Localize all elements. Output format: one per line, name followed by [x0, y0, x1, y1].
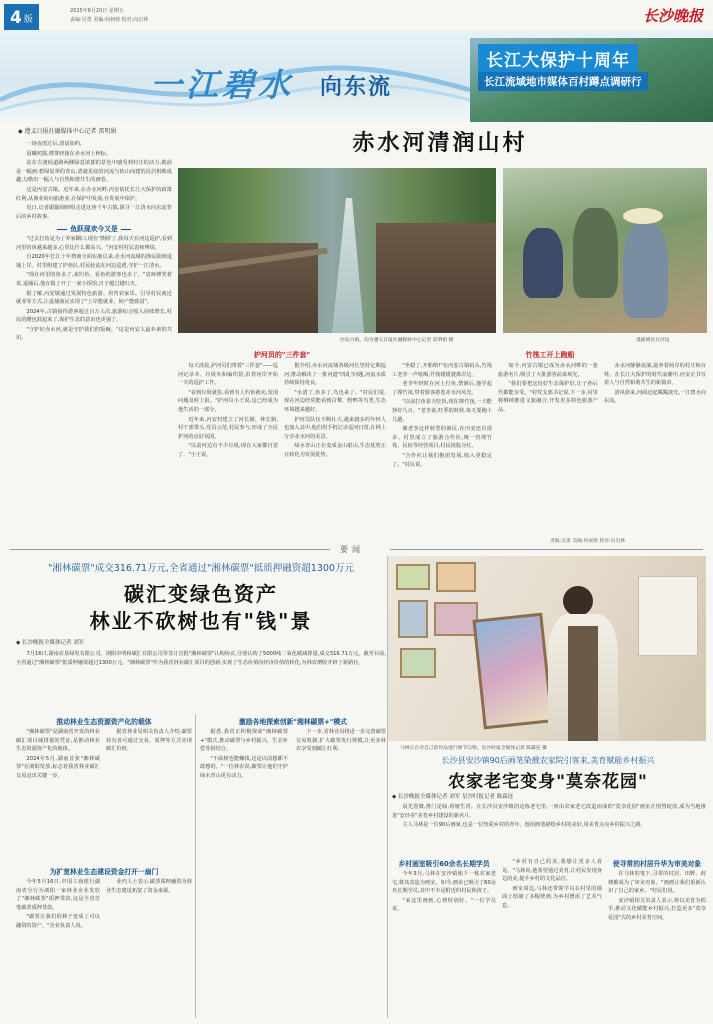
story2-column-4: [106, 878, 192, 1018]
paragraph: 清风徐来,河面泛起粼粼波光,一江碧水向东流。: [604, 389, 706, 405]
paragraph: 据省林业局相关负责人介绍,碳票持有者可通过交易、质押等方式实现碳汇价值。: [106, 729, 192, 753]
photo-cliff-right: [376, 223, 496, 333]
person-figure: [523, 228, 563, 298]
fishermen-photo: [503, 168, 707, 333]
paragraph: 据悉,我省正积极探索"湘林碳票+"模式,推动碳票与乡村振兴、生态补偿等相结合。: [200, 729, 288, 753]
paragraph: 今年5月16日,中国工商银行湖南省分行为浏阳一家林业企业发放了"湘林碳票"质押贷款,这是全省首笔碳票质押贷款。: [16, 879, 100, 911]
section-label: 要闻: [340, 545, 364, 554]
window-light: [638, 576, 698, 656]
paragraph: 站在古渡码道路两侧绿意浓郁的景色中感受到村庄的活力,眼前是一幅画:碧绿复翠的青山,清澈见底的河流与依山而建的民居相映成趣,勾勒出一幅人与自然和谐共生的画卷。: [16, 160, 172, 184]
painting-frame: [398, 600, 428, 638]
paragraph: 这是丙安古镇。近年来,在赤水河畔,丙安依托长江大保护的政策红利,从渔业转向旅游业,在保护中发展,在发展中保护。: [16, 186, 172, 202]
paragraph: 近日,记者跟随调研组走进这座千年古镇,探寻一江清水向东流背后的乡村故事。: [16, 205, 172, 220]
paragraph: 主人马林是一位90后画家,也是一位热爱乡村的青年。他用画笔描绘乡村的美好,用美育点亮乡村振兴之路。: [402, 822, 646, 829]
story2-lead: [16, 650, 386, 700]
story3-byline: ◆ 长沙晚报全媒体记者 刘军 星沙时报记者 陈霖连: [392, 794, 514, 800]
story2-kicker: "湘林碳票"成交316.71万元,全省通过"湘林碳票"抵质押融资超1300万元: [48, 563, 354, 574]
story3-headline: 农家老宅变身"莫奈花园": [448, 772, 648, 792]
story2-column-5: [200, 728, 288, 1018]
photo3-caption: 马林正在对自己的作品进行细节勾勒。星沙时报全媒体记者 陈霖连 摄: [400, 746, 547, 751]
paragraph: "现在河里的鱼多了,来钓鱼、看鱼的游客也多了。"袁师傅笑着说,退捕后,他在镇上开了一家小饭馆,日子越过越红火。: [16, 272, 172, 287]
story3-subhead-2: 使寻常的村居升华为审美对象: [612, 860, 702, 868]
paragraph: 2024年5月,湖南首张"湘林碳票"在浏阳发放,标志着我省林业碳汇交易迈出关键一步。: [16, 755, 100, 779]
story3-column-2: [502, 858, 602, 1018]
paragraph: "过去打鱼是为了养家糊口,现在'禁捕'了,我每天在河边巡护,看到河里的鱼越来越多,心里比什么都高兴。"丙安村村民袁师傅说。: [16, 235, 172, 251]
painter-head: [563, 586, 593, 616]
painting-frame: [396, 564, 430, 590]
section-banner: [0, 30, 713, 122]
pub-date: 2025年6月20日 星期五: [70, 8, 124, 14]
paragraph: "不砍树也能赚钱,这是以前想都不敢想的。"一位林农说,碳票让他们守护绿水青山更有动力。: [200, 755, 288, 779]
story2-column-3: [16, 878, 100, 1018]
story1-subhead-3: 竹筏工开上跑船: [525, 351, 575, 359]
page-number-badge: [4, 4, 39, 32]
page-number-unit: 版: [23, 14, 33, 25]
straw-hat: [623, 208, 663, 224]
paragraph: "以前打鱼靠天吃饭,现在撑竹筏,一天能挣好几百。"老李说,旺季的时候,每天要跑十几趟。: [392, 399, 492, 423]
paragraph: 7月16日,湖南农垦绿发有限公司、浏阳市明和碳汇有限公司等签订首批"湘林碳票"认购协议,分别认购了5000吨二氧化碳减排量,成交316.71万元。截至目前,全省通过"湘林碳票"抵质押融资超过1300万元。"湘林碳票"作为我省林业碳汇项目的创新,实现了生态价值向经济价值的转化,为林农增收开辟了新路径。: [16, 651, 386, 666]
story1-column-1: [16, 140, 172, 532]
story1-subhead-1: 鱼跃现欢今又是: [16, 225, 172, 234]
paragraph: 赤水河静静流淌,滋养着两岸的村庄和百姓。在长江大保护的时代浪潮中,丙安正书写着人与自然和谐共生的新篇章。: [604, 363, 706, 387]
paragraph: 今年3月,马林在安沙镇租下一栋农家老宅,将其改造为画室。如今,画室已吸引了60余名长期学员,其中不少是附近的村民和孩子。: [392, 871, 496, 895]
paragraph: 据介绍,赤水河流域各级河长坚持定期巡河,推动解决了一批河道"四乱"问题,河流水质持续保持优良。: [284, 363, 386, 387]
story3-column-3: [608, 870, 706, 1018]
paragraph: 下一步,省林业局将进一步完善碳票交易机制,扩大碳票发行规模,让更多林农享受到碳汇红利。: [296, 729, 386, 753]
divider-line-right: [390, 549, 703, 550]
story1-column-4: [392, 362, 492, 534]
series-title: 长江大保护十周年: [478, 44, 638, 73]
page-number: 4: [10, 8, 22, 28]
series-subtitle: 长江流域地市媒体百村蹲点调研行: [478, 72, 648, 91]
paragraph: 护河员队伍不断壮大,越来越多的年轻人也加入其中,他们用手机记录巡河日常,在网上分享赤水河的美景。: [284, 416, 386, 440]
person-figure: [623, 223, 668, 318]
paragraph: "水清了,鱼多了,鸟也来了。"村民们说,现在河边经常能看到白鹭、野鸭等鸟类,生态环境越来越好。: [284, 389, 386, 413]
story3-subhead-1: 乡村画室吸引60余名长期学员: [398, 860, 490, 868]
painter-photo: [388, 556, 706, 741]
pub-editors: 责编:吴勇 美编:何昶蓉 校对:向启林: [70, 17, 149, 23]
paragraph: "我们要把这份好生态保护好,让子孙后代都能享受。"村党支部书记说,下一步,村里将继续推进文旅融合,开发更多特色旅游产品。: [498, 381, 598, 413]
story1-column-3: [284, 362, 386, 534]
story2-headline-line1: 碳汇变绿色资产: [124, 582, 278, 606]
paragraph: 如今,丙安古镇已成为赤水河畔的一张旅游名片,吸引了大批游客前来观光。: [498, 363, 598, 378]
newspaper-logo: 长沙晚报: [642, 7, 703, 25]
paragraph: "坐稳了,开船咯!"在丙安古镇码头,竹筏工老李一声吆喝,竹筏缓缓驶离岸边。: [392, 363, 492, 378]
paragraph: 安沙镇相关负责人表示,将以美育为抓手,推动文化赋能乡村振兴,打造更多"莫奈花园"式的乡村美育空间。: [608, 897, 706, 921]
paragraph: "来这里画画,心情特别好。"一位学员说。: [392, 897, 496, 913]
column-rule: [195, 714, 196, 1018]
paragraph: 近年来,丙安村建立了河长制、林长制,村干部带头,党员示范,村民参与,形成了全民护河的良好氛围。: [178, 416, 278, 440]
story2-subhead-2: 为扩宽林业生态建设资金打开一扇门: [49, 868, 159, 876]
story3-column-1: [392, 870, 496, 1018]
story2-headline-line2: 林业不砍树也有"钱"景: [89, 609, 313, 633]
story2-column-2: [106, 728, 192, 858]
paragraph: 业内人士表示,碳票质押融资为林业生态建设拓宽了资金来源。: [106, 879, 192, 894]
story2-byline: ◆ 长沙晚报全媒体记者 刘军: [16, 640, 85, 646]
paragraph: "看到垃圾就捡,看到有人钓鱼就劝,发现问题及时上报。"护河员小王说,这已经成为他生活的一部分。: [178, 389, 278, 413]
paragraph: "守护好赤水河,就是守护我们的饭碗。"这是丙安人最朴素的共识。: [16, 326, 172, 342]
paragraph: 绿水青山正在变成金山银山,生态优势正在转化为发展优势。: [284, 443, 386, 458]
paragraph: 像老李这样转型的渔民,在丙安还有很多。村里成立了旅游合作社,统一管理竹筏、民宿等经营项目,村民按股分红。: [392, 426, 492, 450]
story2-subhead-1: 推动林业生态资源资产化的载体: [56, 718, 152, 726]
paragraph: 一场夜雨过后,清晨如约。: [26, 141, 86, 147]
story3-lead: [392, 803, 706, 853]
paragraph: 2024年,古镇接待游客超过百万人次,旅游综合收入持续增长,村民的腰包鼓起来了,保护生态的意识也更强了。: [16, 308, 172, 324]
paragraph: "乡村有自己的美,我想让更多人看见。"马林说,他希望通过美育,让村民发现身边的美,提升乡村的文化品位。: [502, 859, 602, 883]
paragraph: 晨曦初露,薄雾轻拢在赤水河上秋标。: [26, 150, 112, 157]
painter-apron: [568, 626, 598, 741]
paragraph: "合作社让我们抱团发展,收入更稳定了。"村民说。: [392, 452, 492, 468]
section-divider: [0, 544, 713, 554]
page-editors: 责编:吴勇 美编:何昶蓉 校对:向启林: [550, 539, 626, 544]
gorge-photo: [178, 168, 496, 333]
publication-info: [70, 7, 148, 25]
paragraph: 自2020年长江十年禁渔全面实施以来,赤水河流域的渔民陆续退捕上岸。村里组建了护鱼队,村民轮流在河边巡逻,守护一江清水。: [16, 254, 172, 269]
paragraph: 老李年轻时在河上打鱼,禁渔后,他学起了撑竹筏,带着游客游览赤水河风光。: [392, 381, 492, 396]
story1-subhead-2: 护河员的"三件套": [253, 351, 311, 359]
photo1-caption: 丙安古镇。均为遵义日报社融媒体中心记者 雷明娟 摄: [340, 338, 454, 343]
story1-column-6: [604, 362, 706, 534]
paragraph: "碳票让我们的林子变成了可以融资的资产。"企业负责人说。: [16, 914, 100, 929]
paragraph: "湘林碳票"是湖南省开发的林业碳汇项目减排量的凭证,是推动林业生态资源资产化的载体。: [16, 729, 100, 753]
paragraph: 在马林的笔下,寻常的村居、田野、荷塘都成为了审美对象。"画画让我们重新认识了自己的家乡。"村民们说。: [608, 871, 706, 895]
story1-column-5: [498, 362, 598, 534]
story1-byline: ◆ 遵义日报社融媒体中心记者 雷明娟: [18, 128, 117, 135]
story1-column-2: [178, 362, 278, 534]
banner-east-text: 向东流: [320, 75, 393, 100]
paragraph: 画室周边,马林还带领学员在村里的墙面上绘制了多幅壁画,为乡村增添了艺术气息。: [502, 885, 602, 909]
divider-line-left: [10, 549, 330, 550]
paragraph: 晨光熹微,推门见绿,荷塘生香。在长沙县安沙镇的这栋老宅里,一座由农家老宅改造而成的"莫奈花园"画室正悄然绽放,成为当地推进"安沙美"美育乡村建设的新名片。: [392, 804, 706, 819]
paragraph: "以前河边有不少垃圾,现在大家都自觉了。"小王说。: [178, 443, 278, 458]
painting-frame: [436, 562, 476, 592]
painting-frame: [400, 648, 436, 678]
story2-subhead-3: 激励各地探索创新"湘林碳票+"模式: [239, 718, 347, 726]
photo2-caption: 退捕渔民在河边: [636, 338, 670, 343]
story3-kicker: 长沙县安沙镇90后画笔染靓农家院引客来,美育赋能乡村振兴: [441, 756, 655, 765]
photo-river: [328, 198, 368, 333]
canvas-painting: [472, 613, 553, 730]
banner-brush-title: 一江碧水: [150, 66, 295, 104]
story2-column-6: [296, 728, 386, 1018]
paragraph: 每天清晨,护河员们带着"三件套"——巡河记录本、垃圾夹和编织袋,沿着河岸开始一天的巡护工作。: [178, 363, 278, 387]
person-figure: [573, 208, 618, 298]
story1-headline: 赤水河清润山村: [352, 131, 528, 156]
story2-column-1: [16, 728, 100, 858]
paragraph: 据了解,丙安镇通过发展特色旅游、培育农家乐、引导村民就近就业等方式,让退捕渔民实现了"上岸能就业、转产能致富"。: [16, 290, 172, 306]
